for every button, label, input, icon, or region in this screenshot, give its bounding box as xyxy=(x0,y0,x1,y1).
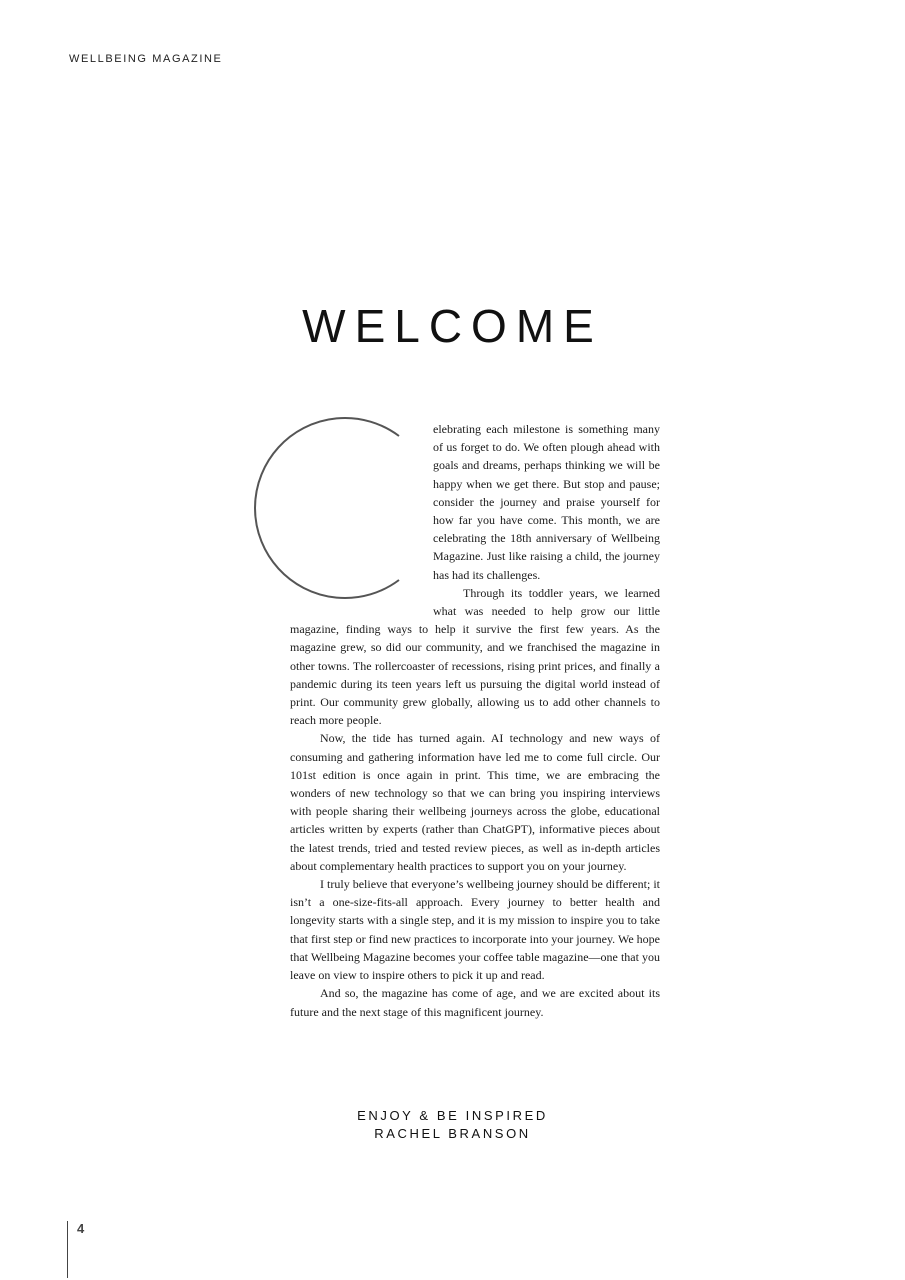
page-title: WELCOME xyxy=(302,299,603,352)
drop-cap-space xyxy=(290,420,433,606)
signoff-tagline: ENJOY & BE INSPIRED xyxy=(357,1108,548,1123)
article-paragraph: elebrating each milestone is something many of us forget to do. We often plough ahead with goals and dreams, perhaps thinking we will be happy when we get there. But stop and pause; consider the journey and praise yourself for how far you have come. This month, we are celebrating the 18th anniversary of Wellbeing Magazine. Just like raising a child, the journey has had its challenges. xyxy=(433,422,660,582)
author-name: RACHEL BRANSON xyxy=(374,1126,531,1141)
page-number: 4 xyxy=(77,1221,85,1236)
editorial-article xyxy=(290,420,660,1021)
signoff xyxy=(0,1107,905,1143)
article-paragraph: I truly believe that everyone’s wellbeing journey should be different; it isn’t a one-size-fits-all approach. Every journey to better health and longevity starts with a single step, and it is my mission to inspire you to take that first step or find new practices to incorporate into your journey. We hope that Wellbeing Magazine becomes your coffee table magazine—one that you leave on view to inspire others to pick it up and read. xyxy=(290,877,660,983)
publication-name: WELLBEING MAGAZINE xyxy=(69,53,223,65)
article-paragraph: And so, the magazine has come of age, and we are excited about its future and the next stage of this magnificent journey. xyxy=(290,986,660,1019)
page-number-rule xyxy=(67,1221,68,1278)
article-paragraph: Through its toddler years, we learned what was needed to help grow our little magazine, finding ways to help it survive the first few years. As the magazine grew, so did our community, and we franchised the magazine in other towns. The rollercoaster of recessions, rising print prices, and finally a pandemic during its teen years left us pursuing the digital world instead of print. Our community grew globally, allowing us to add other channels to reach more people. xyxy=(290,585,660,728)
article-paragraph: Now, the tide has turned again. AI technology and new ways of consuming and gathering information have led me to come full circle. Our 101st edition is once again in print. This time, we are embracing the wonders of new technology so that we can bring you inspiring interviews with people sharing their wellbeing journeys across the globe, educational articles written by experts (rather than ChatGPT), informative pieces about the latest trends, tried and tested review pieces, as well as in-depth articles about complementary health practices to support you on your journey. xyxy=(290,731,660,873)
